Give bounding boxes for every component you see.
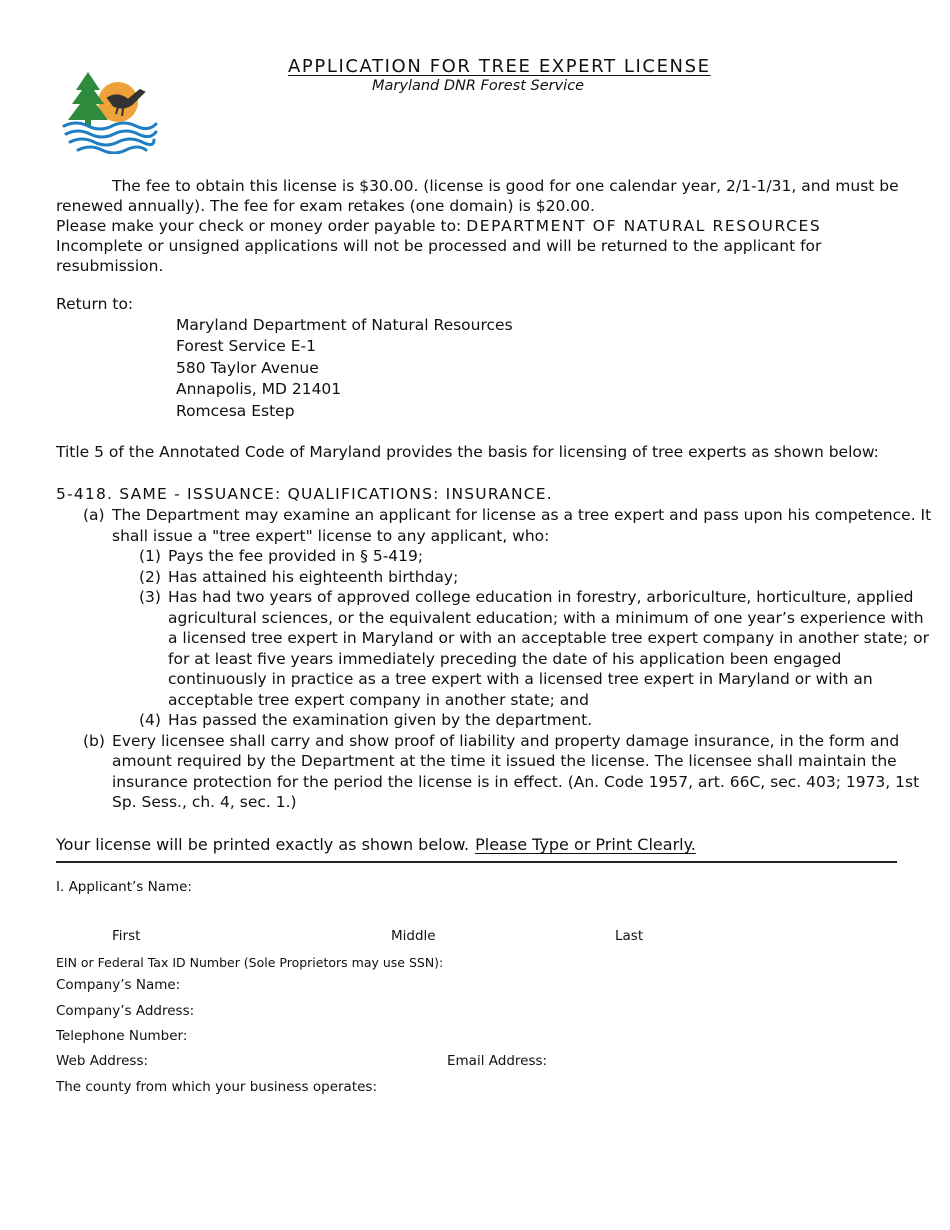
ein-label: EIN or Federal Tax ID Number (Sole Proprietors may use SSN): xyxy=(56,955,444,970)
item-2-line: Has attained his eighteenth birthday; xyxy=(168,567,459,586)
item-3-line: continuously in practice as a tree expert with a licensed tree expert in Maryland or with an xyxy=(168,670,873,688)
item-3-line: Has had two years of approved college education in forestry, arboriculture, horticulture, applied xyxy=(168,588,914,606)
intro-line-2: renewed annually). The fee for exam retakes (one domain) is $20.00. xyxy=(56,197,595,215)
address-line: 580 Taylor Avenue xyxy=(176,358,319,377)
item-3-line: acceptable tree expert company in another state; and xyxy=(168,690,589,709)
last-name-label: Last xyxy=(615,928,644,944)
item-3-line: a licensed tree expert in Maryland or with an acceptable tree expert company in another state; or xyxy=(168,629,929,647)
address-line: Annapolis, MD 21401 xyxy=(176,380,342,399)
statute-list xyxy=(56,505,932,813)
address-line: Maryland Department of Natural Resources xyxy=(176,316,513,334)
middle-name-label: Middle xyxy=(391,928,436,944)
clause-b-line: amount required by the Department at the time it issued the license. The licensee shall maintain the xyxy=(112,752,897,770)
item-4-line: Has passed the examination given by the department. xyxy=(168,711,593,729)
company-address-label: Company’s Address: xyxy=(56,1003,195,1019)
statute-intro: Title 5 of the Annotated Code of Maryland provides the basis for licensing of tree experts as shown below: xyxy=(56,443,879,461)
clause-b-label: (b) xyxy=(83,731,105,750)
return-to-label: Return to: xyxy=(56,295,134,313)
county-label: The county from which your business operates: xyxy=(56,1079,378,1095)
print-clearly-note: Please Type or Print Clearly. xyxy=(475,835,696,854)
page-subtitle: Maryland DNR Forest Service xyxy=(372,78,585,94)
section-divider xyxy=(56,861,897,863)
clause-a-label: (a) xyxy=(83,506,105,524)
intro-paragraph xyxy=(56,176,899,276)
intro-line-4: Incomplete or unsigned applications will not be processed and will be returned to the applicant for xyxy=(56,237,822,255)
payee-name: DEPARTMENT OF NATURAL RESOURCES xyxy=(466,217,822,235)
clause-b-line: Every licensee shall carry and show proof of liability and property damage insurance, in the form and xyxy=(112,731,900,750)
clause-a-line: shall issue a "tree expert" license to any applicant, who: xyxy=(112,526,550,545)
dnr-logo-icon xyxy=(58,70,160,154)
address-line: Romcesa Estep xyxy=(176,401,295,420)
item-4-label: (4) xyxy=(139,711,161,729)
license-notice xyxy=(56,835,696,854)
clause-b-line: insurance protection for the period the license is in effect. (An. Code 1957, art. 66C, sec. 403; 1973, 1st xyxy=(112,772,920,791)
item-3-line: agricultural sciences, or the equivalent education; with a minimum of one year’s experience with xyxy=(168,608,924,627)
clause-a-line: The Department may examine an applicant for license as a tree expert and pass upon his competence. It xyxy=(112,506,932,524)
page-title: APPLICATION FOR TREE EXPERT LICENSE xyxy=(288,56,711,77)
water-icon xyxy=(64,123,156,153)
item-1-label: (1) xyxy=(139,547,161,565)
item-1-line: Pays the fee provided in § 5-419; xyxy=(168,547,424,565)
address-line: Forest Service E-1 xyxy=(176,337,316,356)
payable-prefix: Please make your check or money order payable to: xyxy=(56,217,462,235)
return-address xyxy=(176,315,513,422)
item-3-line: for at least five years immediately preceding the date of his application been engaged xyxy=(168,649,842,668)
license-notice-text: Your license will be printed exactly as shown below. xyxy=(56,835,470,854)
web-address-label: Web Address: xyxy=(56,1053,149,1069)
telephone-label: Telephone Number: xyxy=(56,1028,188,1044)
item-3-label: (3) xyxy=(139,588,161,606)
applicant-name-label: I. Applicant’s Name: xyxy=(56,879,192,895)
item-2-label: (2) xyxy=(139,567,161,586)
first-name-label: First xyxy=(112,928,141,944)
company-name-label: Company’s Name: xyxy=(56,977,181,993)
intro-line-3 xyxy=(56,216,899,236)
email-address-label: Email Address: xyxy=(447,1053,548,1069)
intro-line-1: The fee to obtain this license is $30.00. (license is good for one calendar year, 2/1-1/31, and must be xyxy=(112,177,899,195)
clause-b-line: Sp. Sess., ch. 4, sec. 1.) xyxy=(112,793,297,811)
section-heading: 5-418. SAME - ISSUANCE: QUALIFICATIONS: INSURANCE. xyxy=(56,485,553,503)
intro-line-5: resubmission. xyxy=(56,257,164,275)
